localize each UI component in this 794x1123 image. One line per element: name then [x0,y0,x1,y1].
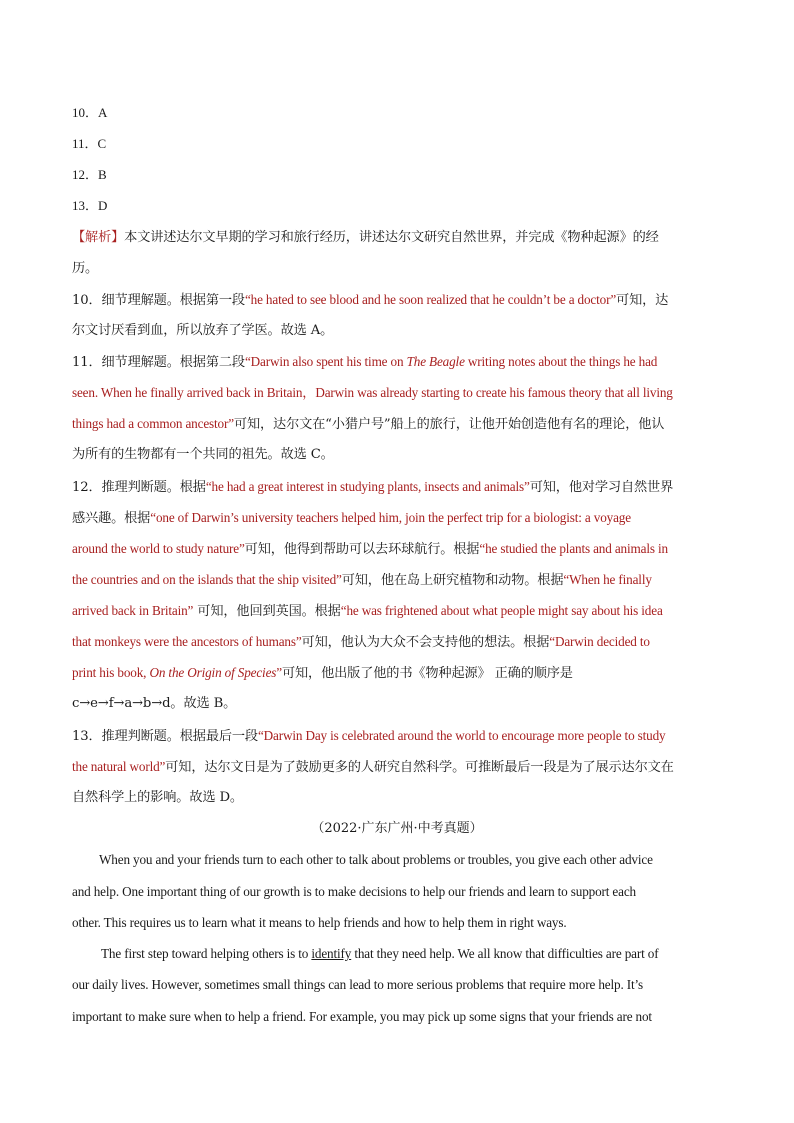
q12-text-3: 可知，他得到帮助可以去环球航行。根据 [244,542,480,557]
q13-label: 13．推理判断题。根据最后一段 [72,729,258,744]
q12-quote-1: “he had a great interest in studying plants, insects and animals” [205,479,530,494]
q11-label: 11．细节理解题。根据第二段 [72,355,245,370]
q10-text: 可知，达 [616,293,669,308]
q10-label: 10．细节理解题。根据第一段 [72,293,245,308]
q12-quote-4: “When he finally [563,572,652,587]
analysis-line-2: 历。 [72,261,99,276]
q12-text-7: 可知，他出版了他的书《物种起源》 正确的顺序是 [281,666,573,681]
q12-text-2: 感兴趣。根据 [72,511,151,526]
passage-p1-line-2: and help. One important thing of our growth is to make decisions to help our friends and learn to support each [72,884,636,899]
passage-text: The first step toward helping others is to [101,946,312,961]
underlined-word: identify [311,946,352,961]
q12-quote-5-end: that monkeys were the ancestors of humans” [72,634,302,649]
answer-13: 13．D [72,198,108,213]
q12-line-7 [72,664,722,683]
q12-text-5: 可知，他回到英国。根据 [193,604,341,619]
analysis-line-1 [72,229,722,247]
q12-quote-5: “he was frightened about what people might say about his idea [340,603,663,618]
q10-quote: “he hated to see blood and he soon realized that he couldn’t be a doctor” [244,292,617,307]
q10-line-1 [72,291,722,310]
passage-p2-line-1 [101,945,723,963]
passage-p1-line-1: When you and your friends turn to each other to talk about problems or troubles, you give each other advice [99,852,653,867]
passage-source: （2022·广东广州·中考真题） [311,821,483,836]
q13-line-3: 自然科学上的影响。故选 D。 [72,790,243,805]
q11-quote-cont: writing notes about the things he had [464,354,658,369]
q11-line-3 [72,415,722,434]
passage-text: that they need help. We all know that difficulties are part of [351,946,659,961]
q13-text: 可知，达尔文日是为了鼓励更多的人研究自然科学。可推断最后一段是为了展示达尔文在 [165,760,674,775]
q12-quote-2: “one of Darwin’s university teachers helped him, join the perfect trip for a biologist: a voyage [150,510,631,525]
q13-line-1 [72,727,722,746]
q12-line-4 [72,571,722,590]
answer-11: 11．C [72,136,107,151]
passage-p2-line-3: important to make sure when to help a friend. For example, you may pick up some signs that your friends are not [72,1009,652,1024]
q11-line-1 [72,353,722,372]
q12-line-3 [72,540,722,559]
q12-text-1: 可知，他对学习自然世界 [529,480,674,495]
analysis-intro: 本文讲述达尔文早期的学习和旅行经历，讲述达尔文研究自然世界，并完成《物种起源》的经 [124,230,659,245]
q10-line-2: 尔文讨厌看到血，所以放弃了学医。故选 A。 [72,323,334,338]
q12-line-8: c→e→f→a→b→d。故选 B。 [72,696,237,711]
q11-line-4: 为所有的生物都有一个共同的祖先。故选 C。 [72,447,334,462]
q13-line-2 [72,758,722,777]
q12-quote-3-end: the countries and on the islands that the ship visited” [72,572,342,587]
q12-quote-3: “he studied the plants and animals in [479,541,668,556]
q13-quote: “Darwin Day is celebrated around the world to encourage more people to study [257,728,666,743]
passage-p2-line-2: our daily lives. However, sometimes small things can lead to more serious problems that require more help. It’s [72,977,643,992]
q11-italic-title: The Beagle [406,354,465,369]
q12-quote-6-mid: print his book, [72,665,150,680]
q12-quote-6: “Darwin decided to [549,634,650,649]
q12-line-6 [72,633,722,652]
q11-text: 可知，达尔文在“小猎户号”船上的旅行，让他开始创造他有名的理论，他认 [233,417,665,432]
analysis-tag: 【解析】 [72,230,125,245]
q12-line-5 [72,602,722,621]
q11-quote: “Darwin also spent his time on [244,354,407,369]
q13-quote-end: the natural world” [72,759,166,774]
q12-italic-title: On the Origin of Species [149,665,277,680]
q12-line-2 [72,509,722,528]
q12-line-1 [72,478,722,497]
q11-line-2: seen. When he finally arrived back in Britain，Darwin was already starting to create his famous theory that all living [72,385,673,400]
q12-text-4: 可知，他在岛上研究植物和动物。根据 [341,573,564,588]
answer-10: 10．A [72,105,108,120]
q11-quote-end: things had a common ancestor” [72,416,234,431]
passage-p1-line-3: other. This requires us to learn what it means to help friends and how to help them in right ways. [72,915,567,930]
q12-quote-4-end: arrived back in Britain” [72,603,194,618]
q12-label: 12．推理判断题。根据 [72,480,206,495]
q12-text-6: 可知，他认为大众不会支持他的想法。根据 [301,635,550,650]
q12-quote-6-end: ” [276,665,282,680]
q12-quote-2-end: around the world to study nature” [72,541,245,556]
answer-12: 12．B [72,167,107,182]
